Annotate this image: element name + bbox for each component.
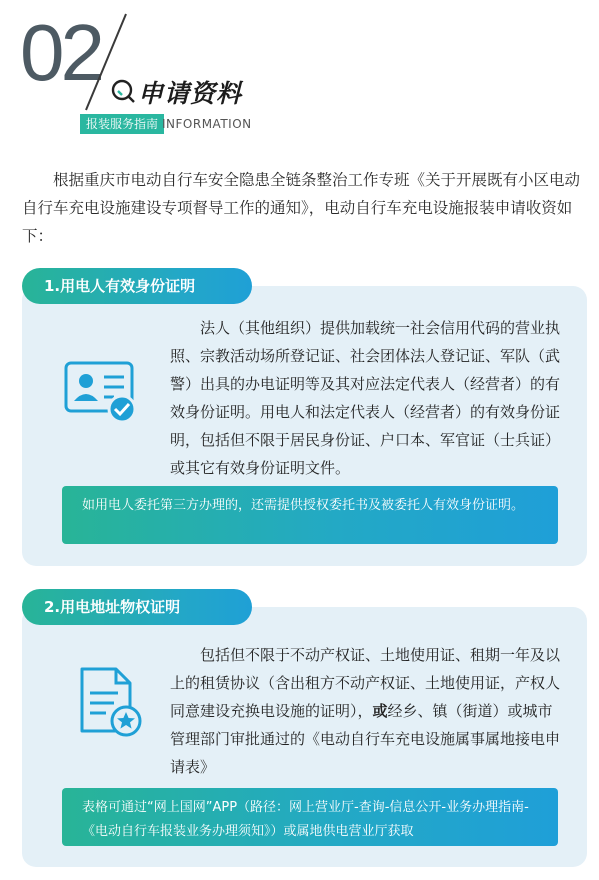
document-star-icon xyxy=(76,665,146,741)
section-header xyxy=(0,0,599,140)
section-body-id-proof: 法人（其他组织）提供加载统一社会信用代码的营业执照、宗教活动场所登记证、社会团体法人登记证、军队（武警）出具的办电证明等及其对应法定代表人（经营者）的有效身份证明。用电人和法定代表人（经营者）的有效身份证明，包括但不限于居民身份证、户口本、军官证（士兵证）或其它有效身份证明文件。 xyxy=(170,319,561,477)
section-note-id-proof: 如用电人委托第三方办理的，还需提供授权委托书及被委托人有效身份证明。 xyxy=(62,486,558,544)
section-label-address-proof: 2.用电地址物权证明 xyxy=(22,589,252,625)
section-note-address-proof: 表格可通过“网上国网”APP（路径：网上营业厅-查询-信息公开-业务办理指南-《电动自行车报装业务办理须知》）或属地供电营业厅获取 xyxy=(62,788,558,846)
address-proof-text-part2: 经乡、镇（街道）或城市管理部门审批通过的《电动自行车充电设施属事属地接电申请表》 xyxy=(170,702,561,776)
section-title: 申请资料 xyxy=(138,79,243,108)
guide-tag-english: INFORMATION xyxy=(162,117,252,131)
address-proof-text-part1: 包括但不限于不动产权证、土地使用证、租期一年及以上的租赁协议（含出租方不动产权证、土地使用证，产权人同意建设充换电设施的证明）， xyxy=(170,646,561,720)
section-number: 02 xyxy=(20,8,101,97)
id-card-check-icon xyxy=(62,357,142,427)
guide-tag: 报装服务指南 xyxy=(80,114,164,134)
section-label-id-proof: 1.用电人有效身份证明 xyxy=(22,268,252,304)
section-body-address-proof xyxy=(170,641,565,781)
magnifier-icon xyxy=(110,78,136,104)
address-proof-text-bold: 或 xyxy=(372,702,388,720)
intro-paragraph: 根据重庆市电动自行车安全隐患全链条整治工作专班《关于开展既有小区电动自行车充电设施建设专项督导工作的通知》，电动自行车充电设施报装申请收资如下： xyxy=(22,171,581,245)
